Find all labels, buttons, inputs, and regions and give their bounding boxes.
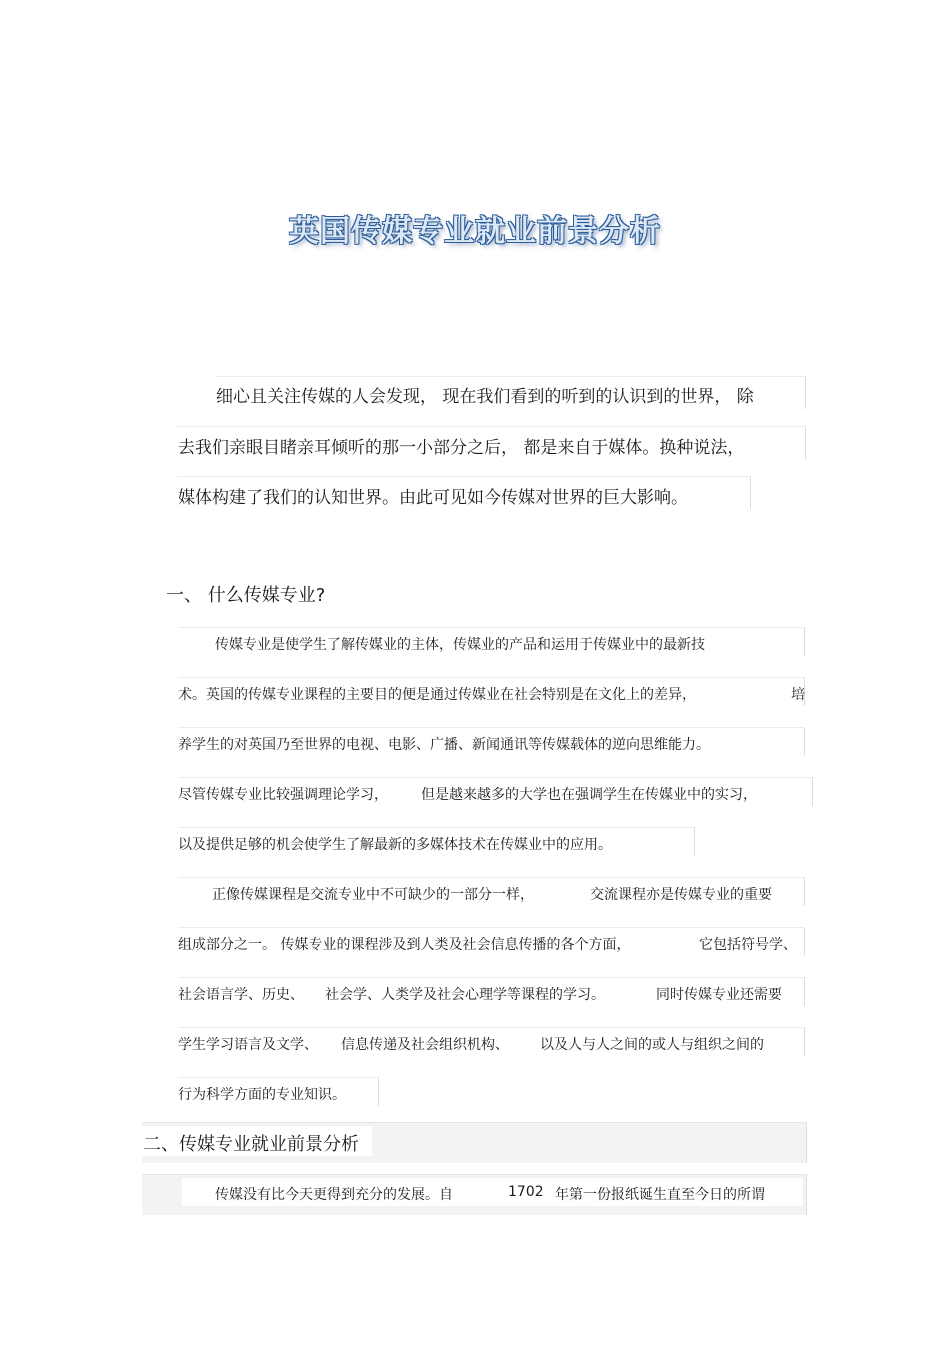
s2-line-1a: 传媒没有比今天更得到充分的发展。自 xyxy=(215,1187,453,1203)
intro-line-2: 去我们亲眼目睹亲耳倾听的那一小部分之后， 都是来自于媒体。换种说法， xyxy=(178,438,745,458)
s1-line-7b: 它包括符号学、 xyxy=(699,937,797,953)
s1-line-6a: 正像传媒课程是交流专业中不可缺少的一部分一样， xyxy=(212,887,534,903)
s1-line-4a: 尽管传媒专业比较强调理论学习， xyxy=(178,787,388,803)
s1-line-5: 以及提供足够的机会使学生了解最新的多媒体技术在传媒业中的应用。 xyxy=(178,837,612,853)
s1-line-6b: 交流课程亦是传媒专业的重要 xyxy=(590,887,772,903)
s1-line-9b: 信息传递及社会组织机构、 xyxy=(341,1037,509,1053)
section-2-heading: 二、传媒专业就业前景分析 xyxy=(143,1134,359,1155)
intro-line-1: 细心且关注传媒的人会发现， 现在我们看到的听到的认识到的世界， 除 xyxy=(216,387,754,407)
s1-line-9c: 以及人与人之间的或人与组织之间的 xyxy=(540,1037,764,1053)
intro-line-3: 媒体构建了我们的认知世界。由此可见如今传媒对世界的巨大影响。 xyxy=(178,488,688,508)
document-title: 英国传媒专业就业前景分析 xyxy=(289,214,661,249)
s2-line-1-year: 1702 xyxy=(508,1184,544,1200)
s1-line-8b: 社会学、人类学及社会心理学等课程的学习。 xyxy=(325,987,605,1003)
s1-line-1: 传媒专业是使学生了解传媒业的主体，传媒业的产品和运用于传媒业中的最新技 xyxy=(215,637,705,653)
s1-line-7a: 组成部分之一。 传媒专业的课程涉及到人类及社会信息传播的各个方面， xyxy=(178,937,631,953)
s2-line-1b: 年第一份报纸诞生直至今日的所谓 xyxy=(555,1187,765,1203)
s1-line-8c: 同时传媒专业还需要 xyxy=(656,987,782,1003)
s1-line-9a: 学生学习语言及文学、 xyxy=(178,1037,318,1053)
s1-line-8a: 社会语言学、历史、 xyxy=(178,987,304,1003)
s1-line-2: 术。英国的传媒专业课程的主要目的便是通过传媒业在社会特别是在文化上的差异， xyxy=(178,687,696,703)
s1-line-10: 行为科学方面的专业知识。 xyxy=(178,1087,346,1103)
s1-line-4b: 但是越来越多的大学也在强调学生在传媒业中的实习， xyxy=(421,787,757,803)
s1-line-3: 养学生的对英国乃至世界的电视、电影、广播、新闻通讯等传媒载体的逆向思维能力。 xyxy=(178,737,710,753)
s1-line-2-tail: 培 xyxy=(791,687,805,703)
section-1-heading: 一、 什么传媒专业? xyxy=(166,585,326,606)
